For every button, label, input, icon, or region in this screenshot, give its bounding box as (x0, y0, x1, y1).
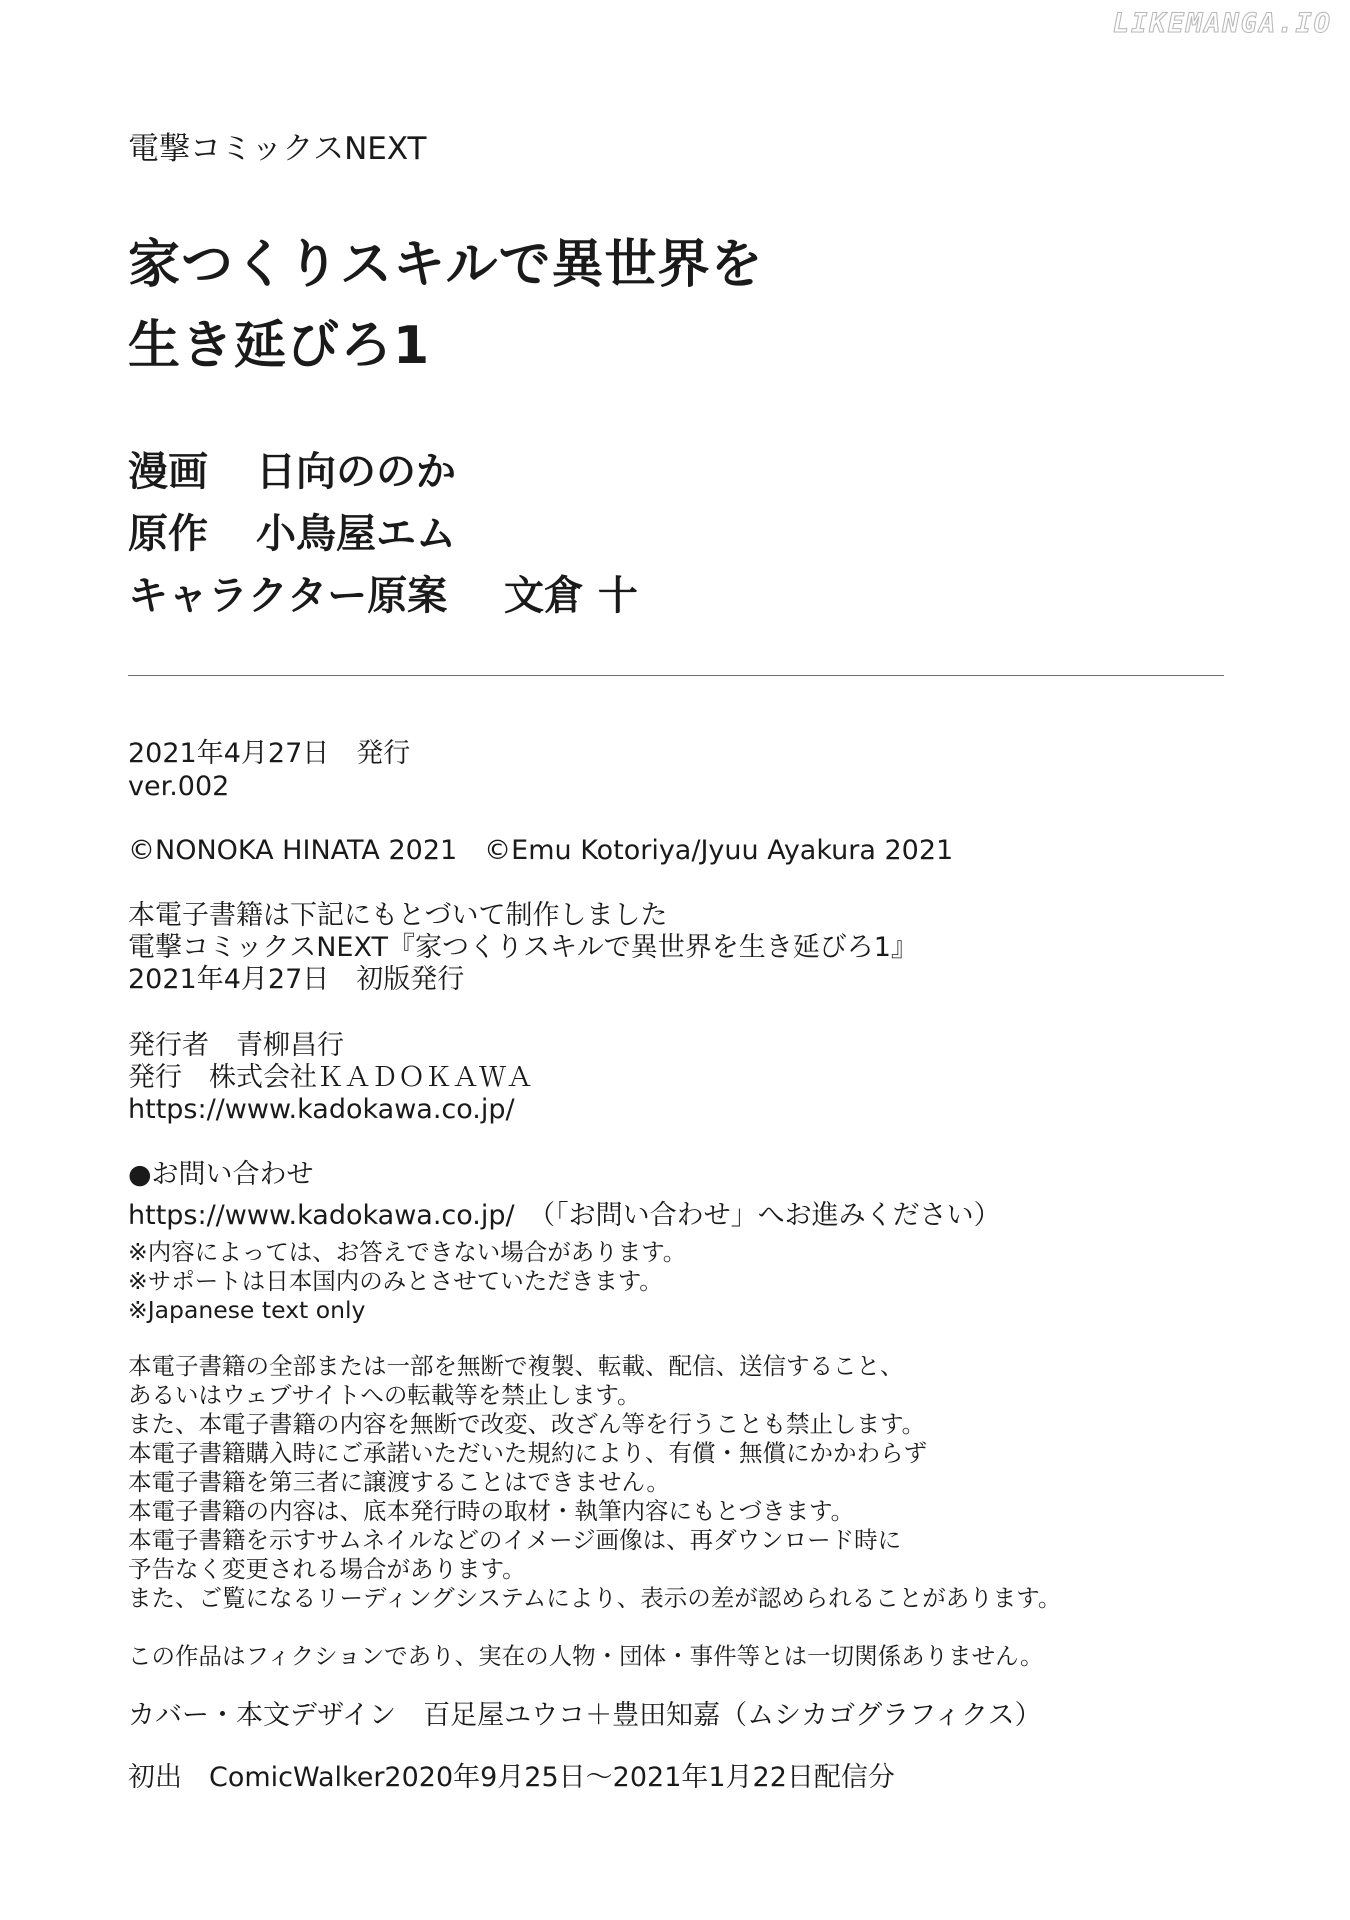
legal-line: 本電子書籍の全部または一部を無断で複製、転載、配信、送信すること、 (128, 1352, 904, 1380)
legal-line: 予告なく変更される場合があります。 (128, 1555, 526, 1583)
credit-role: 漫画 (128, 449, 208, 495)
inquiry-heading: ●お問い合わせ (128, 1159, 314, 1190)
title-line-2: 生き延びろ1 (128, 316, 431, 376)
credit-character-design (128, 564, 638, 621)
legal-line: 本電子書籍の内容は、底本発行時の取材・執筆内容にもとづきます。 (128, 1497, 855, 1525)
title-line-1: 家つくりスキルで異世界を (128, 235, 764, 295)
inquiry-note: ※Japanese text only (128, 1296, 366, 1324)
publisher-line: 発行 株式会社ＫＡＤＯＫＡＷＡ (128, 1062, 533, 1093)
publication-date: 2021年4月27日 発行 (128, 738, 411, 769)
copyright: ©NONOKA HINATA 2021 ©Emu Kotoriya/Jyuu Ayakura 2021 (128, 835, 954, 866)
fiction-note: この作品はフィクションであり、実在の人物・団体・事件等とは一切関係ありません。 (128, 1642, 1044, 1670)
inquiry-note: ※内容によっては、お答えできない場合があります。 (128, 1238, 687, 1266)
inquiry-url[interactable]: https://www.kadokawa.co.jp/ （「お問い合わせ」へお進みください） (128, 1200, 1001, 1231)
credit-original (128, 502, 456, 559)
credit-name: 小鳥屋エム (256, 511, 456, 557)
publisher-url[interactable]: https://www.kadokawa.co.jp/ (128, 1094, 515, 1125)
source-note-line: 2021年4月27日 初版発行 (128, 964, 465, 995)
first-publication: 初出 ComicWalker2020年9月25日〜2021年1月22日配信分 (128, 1762, 895, 1793)
legal-line: 本電子書籍購入時にご承諾いただいた規約により、有償・無償にかかわらず (128, 1439, 927, 1467)
credit-role: 原作 (128, 511, 208, 557)
imprint-label: 電撃コミックスNEXT (128, 131, 427, 167)
version: ver.002 (128, 771, 230, 802)
credit-manga (128, 440, 456, 497)
credit-role: キャラクター原案 (128, 573, 448, 619)
legal-line: あるいはウェブサイトへの転載等を禁止します。 (128, 1381, 641, 1409)
inquiry-note: ※サポートは日本国内のみとさせていただきます。 (128, 1267, 663, 1295)
legal-line: また、ご覧になるリーディングシステムにより、表示の差が認められることがあります。 (128, 1584, 1062, 1612)
source-note-line: 電撃コミックスNEXT『家つくりスキルで異世界を生き延びろ1』 (128, 932, 918, 963)
source-note-line: 本電子書籍は下記にもとづいて制作しました (128, 900, 668, 931)
publisher-line: 発行者 青柳昌行 (128, 1030, 344, 1061)
site-watermark: LIKEMANGA.IO (1112, 8, 1332, 39)
legal-line: 本電子書籍を第三者に譲渡することはできません。 (128, 1468, 670, 1496)
legal-line: また、本電子書籍の内容を無断で改変、改ざん等を行うことも禁止します。 (128, 1410, 926, 1438)
legal-line: 本電子書籍を示すサムネイルなどのイメージ画像は、再ダウンロード時に (128, 1526, 902, 1554)
credit-name: 日向ののか (256, 449, 456, 495)
credit-name: 文倉 十 (504, 573, 638, 619)
divider-rule (128, 675, 1224, 676)
design-credit: カバー・本文デザイン 百足屋ユウコ＋豊田知嘉（ムシカゴグラフィクス） (128, 1700, 1042, 1731)
